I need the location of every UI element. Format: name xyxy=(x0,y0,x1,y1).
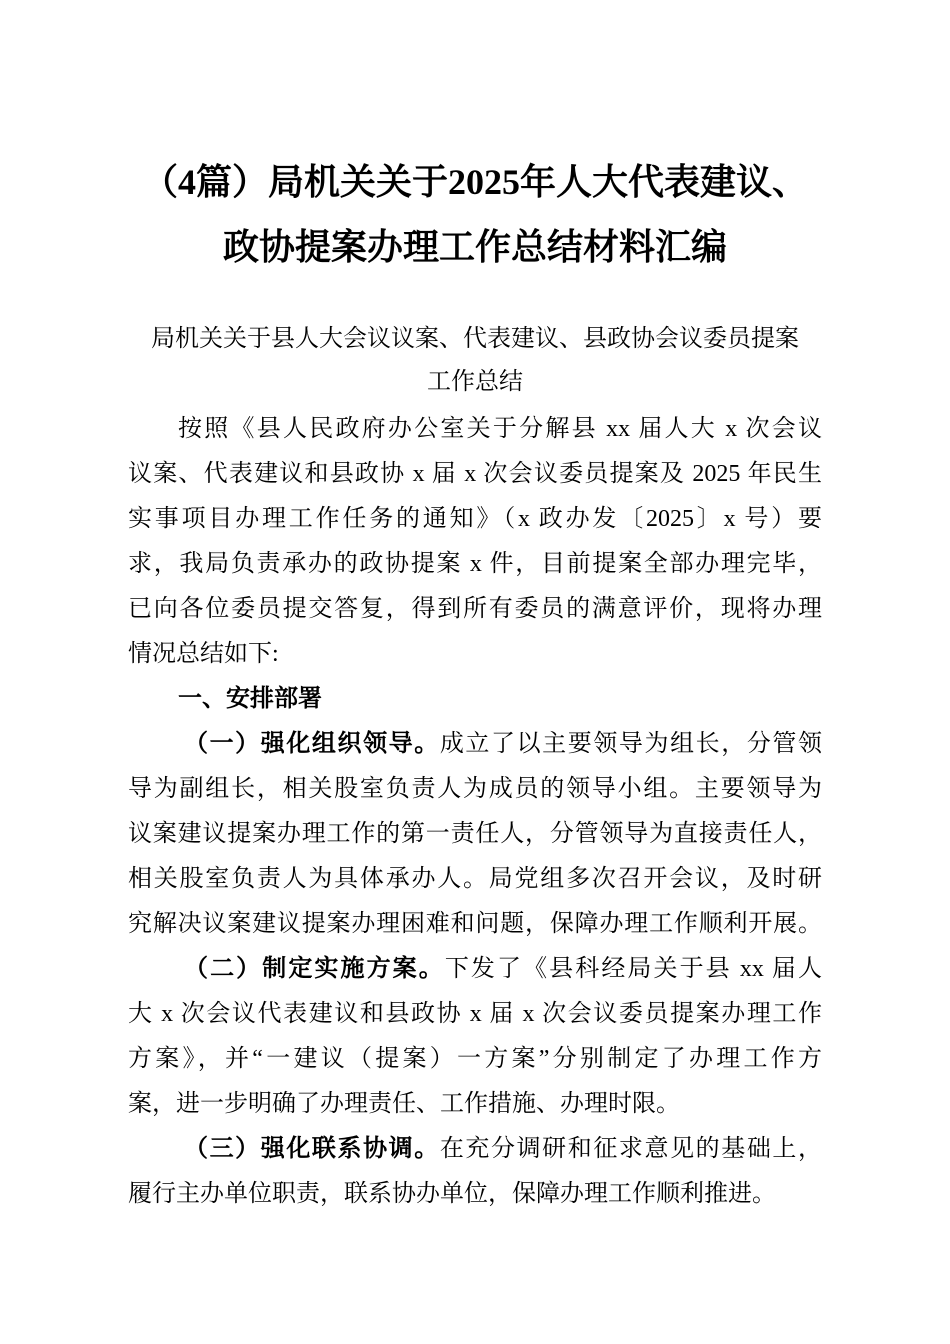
paragraph-text: 按照《县人民政府办公室关于分解县 xx 届人大 x 次会议 xyxy=(178,416,822,442)
paragraph-text: 履行主办单位职责，联系协办单位，保障办理工作顺利推进。 xyxy=(128,1181,776,1207)
paragraph-line xyxy=(128,767,822,812)
paragraph-text: 导为副组长，相关股室负责人为成员的领导小组。主要领导为 xyxy=(128,776,822,802)
paragraph-line xyxy=(128,542,822,587)
paragraph-line xyxy=(128,497,822,542)
paragraph-text: 成立了以主要领导为组长，分管领 xyxy=(439,731,823,757)
paragraph-line xyxy=(128,1172,822,1217)
paragraph-line xyxy=(128,992,822,1037)
paragraph-lead: （二）制定实施方案。 xyxy=(184,956,445,982)
paragraph-line xyxy=(128,587,822,632)
paragraph-line xyxy=(128,1037,822,1082)
paragraph-line xyxy=(128,632,822,677)
paragraph-text: 已向各位委员提交答复，得到所有委员的满意评价，现将办理 xyxy=(128,596,822,622)
paragraph-lead: （三）强化联系协调。 xyxy=(184,1136,440,1162)
paragraph-text: 究解决议案建议提案办理困难和问题，保障办理工作顺利开展。 xyxy=(128,911,822,937)
paragraph-text: 情况总结如下: xyxy=(128,641,279,667)
title-line: 政协提案办理工作总结材料汇编 xyxy=(222,227,727,267)
subtitle-line: 工作总结 xyxy=(427,369,523,395)
subtitle-line: 局机关关于县人大会议议案、代表建议、县政协会议委员提案 xyxy=(151,326,799,352)
paragraph-line xyxy=(128,1127,822,1172)
document-title xyxy=(0,150,950,280)
document-body xyxy=(128,407,822,1217)
paragraph-text: 求，我局负责承办的政协提案 x 件，目前提案全部办理完毕， xyxy=(128,551,822,577)
paragraph-line xyxy=(128,902,822,947)
paragraph-text: 案，进一步明确了办理责任、工作措施、办理时限。 xyxy=(128,1091,680,1117)
paragraph-text: 议案建议提案办理工作的第一责任人，分管领导为直接责任人， xyxy=(128,821,822,847)
paragraph-line xyxy=(128,947,822,992)
section-subtitle xyxy=(120,318,830,404)
section-heading: 一、安排部署 xyxy=(178,686,322,712)
title-line: （4篇）局机关关于2025年人大代表建议、 xyxy=(141,162,808,202)
paragraph-line xyxy=(128,857,822,902)
paragraph-text: 实事项目办理工作任务的通知》（x 政办发〔2025〕x 号）要 xyxy=(128,506,822,532)
paragraph-text: 下发了《县科经局关于县 xx 届人 xyxy=(444,956,823,982)
paragraph-text: 方案》，并“一建议（提案）一方案”分别制定了办理工作方 xyxy=(128,1046,822,1072)
paragraph-text: 相关股室负责人为具体承办人。局党组多次召开会议，及时研 xyxy=(128,866,822,892)
paragraph-line xyxy=(128,407,822,452)
paragraph-line xyxy=(128,812,822,857)
paragraph-line xyxy=(128,1082,822,1127)
paragraph-line xyxy=(128,452,822,497)
paragraph-text: 在充分调研和征求意见的基础上， xyxy=(439,1136,823,1162)
paragraph-lead: （一）强化组织领导。 xyxy=(184,731,440,757)
paragraph-text: 大 x 次会议代表建议和县政协 x 届 x 次会议委员提案办理工作 xyxy=(128,1001,822,1027)
paragraph-line xyxy=(128,722,822,767)
paragraph-text: 议案、代表建议和县政协 x 届 x 次会议委员提案及 2025 年民生 xyxy=(128,461,822,487)
